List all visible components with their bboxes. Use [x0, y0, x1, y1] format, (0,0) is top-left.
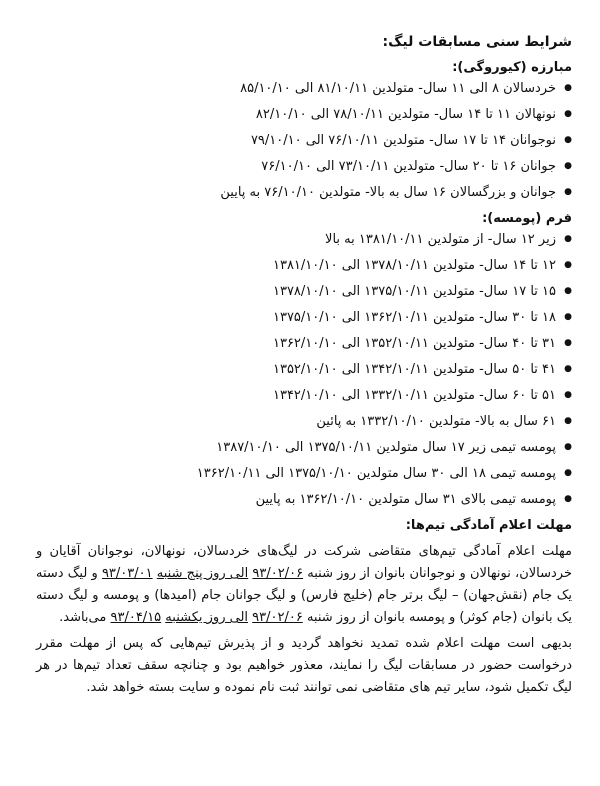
kyorugi-heading: مبارزه (کیوروگی):	[452, 60, 572, 75]
list-item: ● ۵۱ تا ۶۰ سال- متولدین ۱۳۳۲/۱۰/۱۱ الی ۱۳۴۲/۱۰/۱۰	[36, 388, 556, 403]
list-item: ● جوانان و بزرگسالان ۱۶ سال به بالا- متولدین ۷۶/۱۰/۱۰ به پایین	[36, 185, 556, 200]
kyorugi-list	[36, 81, 572, 200]
poomsae-list	[36, 232, 572, 507]
deadline-paragraph	[36, 541, 572, 629]
list-item: ● نوجوانان ۱۴ تا ۱۷ سال- متولدین ۷۶/۱۰/۱۱ الی ۷۹/۱۰/۱۰	[36, 133, 556, 148]
list-item: ● پومسه تیمی زیر ۱۷ سال متولدین ۱۳۷۵/۱۰/۱۱ الی ۱۳۸۷/۱۰/۱۰	[36, 440, 556, 455]
list-item: ● ۴۱ تا ۵۰ سال- متولدین ۱۳۴۲/۱۰/۱۱ الی ۱۳۵۲/۱۰/۱۰	[36, 362, 556, 377]
list-item: ● ۶۱ سال به بالا- متولدین ۱۳۳۲/۱۰/۱۰ به پائین	[36, 414, 556, 429]
deadline-date: ۹۳/۰۲/۰۶	[252, 610, 303, 625]
list-item: ● پومسه تیمی بالای ۳۱ سال متولدین ۱۳۶۲/۱۰/۱۰ به پایین	[36, 492, 556, 507]
list-item: ● خردسالان ۸ الی ۱۱ سال- متولدین ۸۱/۱۰/۱۱ الی ۸۵/۱۰/۱۰	[36, 81, 556, 96]
deadline-text: و لیگ دسته یک جام (نقش‌جهان) – لیگ برتر جام (خلیج فارس) و لیگ جوانان جام (امیدها) و پومسه و لیگ دسته یک بانوان (جام کوثر) و پومسه بانوان از روز شنبه	[36, 566, 572, 625]
list-item: ● ۱۵ تا ۱۷ سال- متولدین ۱۳۷۵/۱۰/۱۱ الی ۱۳۷۸/۱۰/۱۰	[36, 284, 556, 299]
list-item: ● ۱۸ تا ۳۰ سال- متولدین ۱۳۶۲/۱۰/۱۱ الی ۱۳۷۵/۱۰/۱۰	[36, 310, 556, 325]
list-item: ● جوانان ۱۶ تا ۲۰ سال- متولدین ۷۳/۱۰/۱۱ الی ۷۶/۱۰/۱۰	[36, 159, 556, 174]
list-item: ● پومسه تیمی ۱۸ الی ۳۰ سال متولدین ۱۳۷۵/۱۰/۱۰ الی ۱۳۶۲/۱۰/۱۱	[36, 466, 556, 481]
deadline-text: می‌باشد.	[59, 610, 107, 625]
deadline-date: ۹۳/۰۲/۰۶	[252, 566, 304, 581]
deadline-heading: مهلت اعلام آمادگی تیم‌ها:	[405, 518, 572, 533]
notice-paragraph: بدیهی است مهلت اعلام شده تمدید نخواهد گردید و از پذیرش تیم‌هایی که پس از مهلت مقرر درخواست حضور در مسابقات لیگ را نمایند، معذور خواهیم بود و چنانچه سقف تعداد تیم‌ها در هر لیگ تکمیل شود، سایر تیم های متقاضی نمی توانند ثبت نام نموده و سایت بسته خواهد شد.	[36, 636, 572, 695]
list-item: ● زیر ۱۲ سال- از متولدین ۱۳۸۱/۱۰/۱۱ به بالا	[36, 232, 556, 247]
list-item: ● ۳۱ تا ۴۰ سال- متولدین ۱۳۵۲/۱۰/۱۱ الی ۱۳۶۲/۱۰/۱۰	[36, 336, 556, 351]
deadline-text: الی روز یکشنبه	[165, 610, 249, 625]
list-item: ● ۱۲ تا ۱۴ سال- متولدین ۱۳۷۸/۱۰/۱۱ الی ۱۳۸۱/۱۰/۱۰	[36, 258, 556, 273]
poomsae-heading: فرم (پومسه):	[482, 211, 572, 226]
deadline-text: الی روز پنج شنبه	[156, 566, 249, 581]
deadline-date: ۹۳/۰۴/۱۵	[110, 610, 162, 625]
deadline-date: ۹۳/۰۳/۰۱	[101, 566, 153, 581]
deadline-text: مهلت اعلام آمادگی تیم‌های متقاضی شرکت در لیگ‌های خردسالان، نونهالان، نوجوانان آقایان و خردسالان، نونهالان و نوجوانان بانوان از روز شنبه	[36, 544, 573, 581]
page-title: شرایط سنی مسابقات لیگ:	[382, 34, 572, 50]
list-item: ● نونهالان ۱۱ تا ۱۴ سال- متولدین ۷۸/۱۰/۱۱ الی ۸۲/۱۰/۱۰	[36, 107, 556, 122]
